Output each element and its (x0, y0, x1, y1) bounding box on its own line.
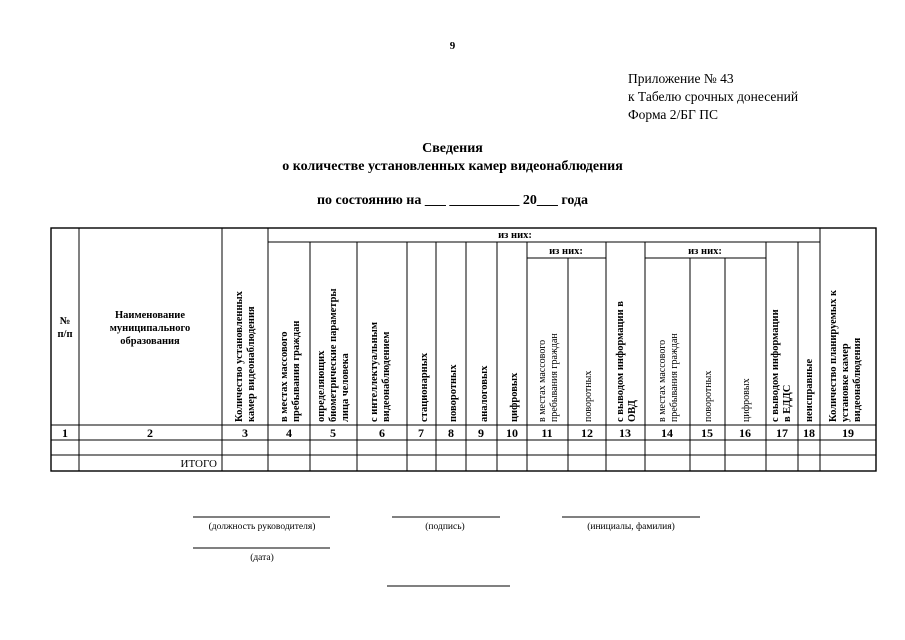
col-num-16: 16 (739, 426, 751, 440)
header-col3 (234, 290, 257, 422)
appendix-line-1: Приложение № 43 (628, 71, 734, 86)
svg-text:в ЕДДС: в ЕДДС (782, 384, 793, 422)
header-col17 (770, 309, 793, 422)
name-caption: (инициалы, фамилия) (587, 522, 675, 532)
col-num-4: 4 (286, 426, 292, 440)
col-num-9: 9 (478, 426, 484, 440)
svg-text:пребывания граждан: пребывания граждан (291, 320, 302, 422)
appendix-line-3: Форма 2/БГ ПС (628, 107, 718, 122)
position-caption: (должность руководителя) (208, 522, 316, 532)
header-col13 (615, 301, 638, 422)
header-no: № (59, 316, 71, 327)
svg-text:в местах массового: в местах массового (657, 339, 668, 422)
col-num-11: 11 (541, 426, 553, 440)
svg-text:видеонаблюдения: видеонаблюдения (852, 337, 863, 422)
svg-text:поворотных: поворотных (583, 370, 594, 422)
header-col16 (741, 378, 752, 422)
page-number: 9 (449, 40, 456, 52)
col-num-14: 14 (661, 426, 673, 440)
total-label: ИТОГО (180, 458, 217, 470)
svg-text:поворотных: поворотных (703, 370, 714, 422)
header-col12 (583, 371, 594, 422)
svg-text:биометрические параметры: биометрические параметры (328, 288, 339, 422)
col-num-7: 7 (418, 426, 424, 440)
header-col7 (419, 352, 430, 422)
col-num-8: 8 (448, 426, 454, 440)
header-pp: п/п (57, 329, 73, 340)
as-of-prefix: по состоянию на (316, 193, 422, 208)
svg-text:стационарных: стационарных (419, 352, 430, 422)
svg-text:в местах массового: в местах массового (537, 339, 548, 422)
header-col11 (537, 333, 560, 422)
year-blank[interactable]: ___ (536, 193, 558, 208)
svg-text:поворотных: поворотных (448, 364, 459, 422)
col-num-13: 13 (619, 426, 631, 440)
col-num-3: 3 (242, 426, 248, 440)
svg-text:неисправные: неисправные (804, 358, 815, 422)
header-name-1: Наименование (115, 310, 185, 321)
title-line-2: о количестве установленных камер видеонаблюдения (282, 159, 623, 174)
header-col14 (657, 333, 680, 422)
svg-text:с интеллектуальным: с интеллектуальным (369, 321, 380, 422)
col-num-2: 2 (147, 426, 153, 440)
svg-text:цифровых: цифровых (509, 372, 520, 422)
svg-text:видеонаблюдением: видеонаблюдением (381, 331, 392, 422)
header-col15 (703, 371, 714, 422)
col-num-18: 18 (803, 426, 815, 440)
header-of-them-sub1: из них: (549, 246, 583, 257)
col-num-5: 5 (330, 426, 336, 440)
header-col19 (828, 289, 863, 422)
as-of-suffix: года (561, 193, 589, 208)
svg-text:пребывания граждан: пребывания граждан (669, 333, 680, 422)
year-prefix: 20 (522, 193, 537, 208)
header-of-them: из них: (498, 230, 532, 241)
svg-text:Количество планируемых к: Количество планируемых к (828, 290, 839, 422)
header-name-3: образования (120, 336, 180, 347)
header-col10 (509, 372, 520, 422)
col-num-1: 1 (62, 426, 68, 440)
table-frame (51, 228, 876, 471)
signature-caption: (подпись) (425, 522, 465, 532)
date-caption: (дата) (250, 553, 274, 563)
col-num-15: 15 (701, 426, 713, 440)
col-num-10: 10 (506, 426, 518, 440)
svg-text:цифровых: цифровых (741, 378, 752, 422)
title-line-1: Сведения (422, 141, 483, 156)
col-num-19: 19 (842, 426, 854, 440)
svg-text:с выводом информации: с выводом информации (770, 309, 781, 422)
header-of-them-sub2: из них: (688, 246, 722, 257)
svg-text:лица человека: лица человека (340, 353, 351, 422)
svg-text:установке камер: установке камер (840, 343, 851, 422)
appendix-line-2: к Табелю срочных донесений (628, 89, 799, 104)
svg-text:Количество установленных: Количество установленных (234, 291, 245, 422)
svg-text:пребывания граждан: пребывания граждан (549, 333, 560, 422)
header-col18 (804, 359, 815, 422)
header-name-2: муниципального (109, 323, 191, 334)
header-col5 (316, 288, 351, 422)
svg-text:аналоговых: аналоговых (479, 365, 490, 422)
header-col8 (448, 364, 459, 422)
svg-text:камер видеонаблюдения: камер видеонаблюдения (246, 306, 257, 422)
header-col9 (479, 365, 490, 422)
svg-text:ОВД: ОВД (627, 400, 638, 422)
svg-text:в местах массового: в местах массового (279, 331, 290, 422)
month-blank[interactable]: __________ (449, 193, 520, 208)
svg-text:с выводом информации в: с выводом информации в (615, 301, 626, 422)
col-num-6: 6 (379, 426, 385, 440)
col-num-12: 12 (581, 426, 593, 440)
svg-text:определяющих: определяющих (316, 350, 327, 422)
day-blank[interactable]: ___ (424, 193, 446, 208)
header-col4 (279, 321, 302, 422)
col-num-17: 17 (776, 426, 788, 440)
header-col6 (369, 322, 392, 422)
